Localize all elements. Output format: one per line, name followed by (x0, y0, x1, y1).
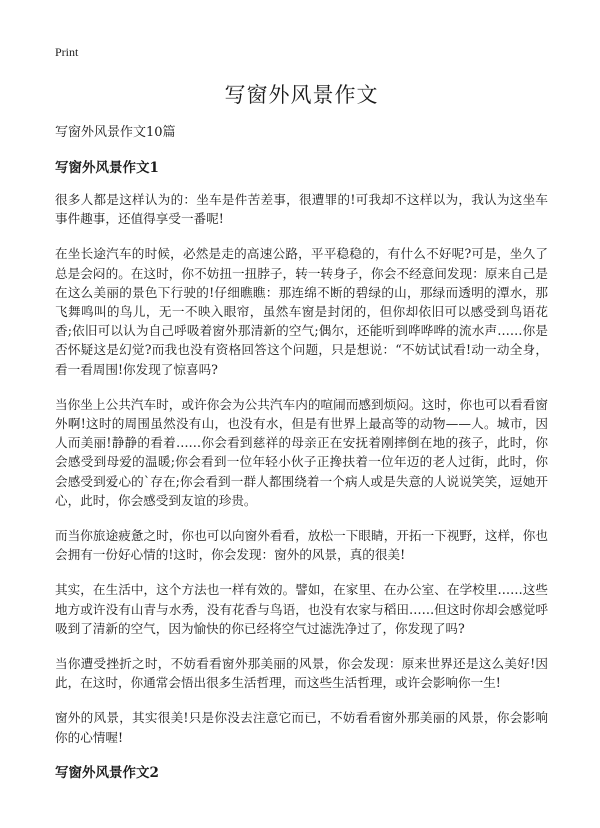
paragraph: 在坐长途汽车的时候，必然是走的高速公路，平平稳稳的，有什么不好呢?可是，坐久了总是会闷的。在这时，你不妨扭一扭脖子，转一转身子，你会不经意间发现：原来自己是在这么美丽的景色下行驶的!仔细瞧瞧：那连绵不断的碧绿的山，那绿而透明的潭水，那飞舞鸣叫的鸟儿，无一不映入眼帘，虽然车窗是封闭的，但你却依旧可以感受到鸟语花香;依旧可以认为自己呼吸着窗外那清新的空气;偶尔，还能听到哗哗哗的流水声……你是否怀疑这是幻觉?而我也没有资格回答这个问题，只是想说：“不妨试试看!动一动全身，看一看周围!你发现了惊喜吗? (55, 246, 548, 377)
page-title: 写窗外风景作文 (224, 83, 379, 107)
section-heading: 写窗外风景作文2 (55, 764, 159, 781)
paragraph: 当你坐上公共汽车时，或许你会为公共汽车内的喧闹而感到烦闷。这时，你也可以看看窗外啊!这时的周围虽然没有山，也没有水，但是有世界上最高等的动物——人。城市，因人而美丽!静静的看着……你会看到慈祥的母亲正在安抚着刚摔倒在地的孩子，此时，你会感受到母爱的温暖;你会看到一位年轻小伙子正搀扶着一位年迈的老人过街，此时，你会感受到爱心的`存在;你会看到一群人都围绕着一个病人或是失意的人说说笑笑，逗她开心，此时，你会感受到友谊的珍贵。 (55, 396, 548, 508)
paragraph: 窗外的风景，其实很美!只是你没去注意它而已，不妨看看窗外那美丽的风景，你会影响你的心情喔! (55, 710, 548, 745)
paragraph: 其实，在生活中，这个方法也一样有效的。譬如，在家里、在办公室、在学校里……这些地方或许没有山青与水秀，没有花香与鸟语，也没有农家与稻田……但这时你却会感觉呼吸到了清新的空气，因为愉快的你已经将空气过滤洗净过了，你发现了吗? (55, 582, 548, 636)
paragraph: 很多人都是这样认为的：坐车是件苦差事，很遭罪的!可我却不这样以为，我认为这坐车事件趣事，还值得享受一番呢! (55, 192, 548, 227)
paragraph: 当你遭受挫折之时，不妨看看窗外那美丽的风景，你会发现：原来世界还是这么美好!因此，在这时，你通常会悟出很多生活哲理，而这些生活哲理，或许会影响你一生! (55, 656, 548, 691)
section-2 (55, 763, 548, 783)
paragraph: 而当你旅途疲惫之时，你也可以向窗外看看，放松一下眼睛，开拓一下视野，这样，你也会拥有一份好心情的!这时，你会发现：窗外的风景，真的很美! (55, 528, 548, 563)
section-heading: 写窗外风景作文1 (55, 160, 159, 176)
document-subtitle: 写窗外风景作文10篇 (55, 125, 176, 140)
print-link[interactable]: Print (55, 45, 79, 59)
section-1 (55, 158, 548, 747)
